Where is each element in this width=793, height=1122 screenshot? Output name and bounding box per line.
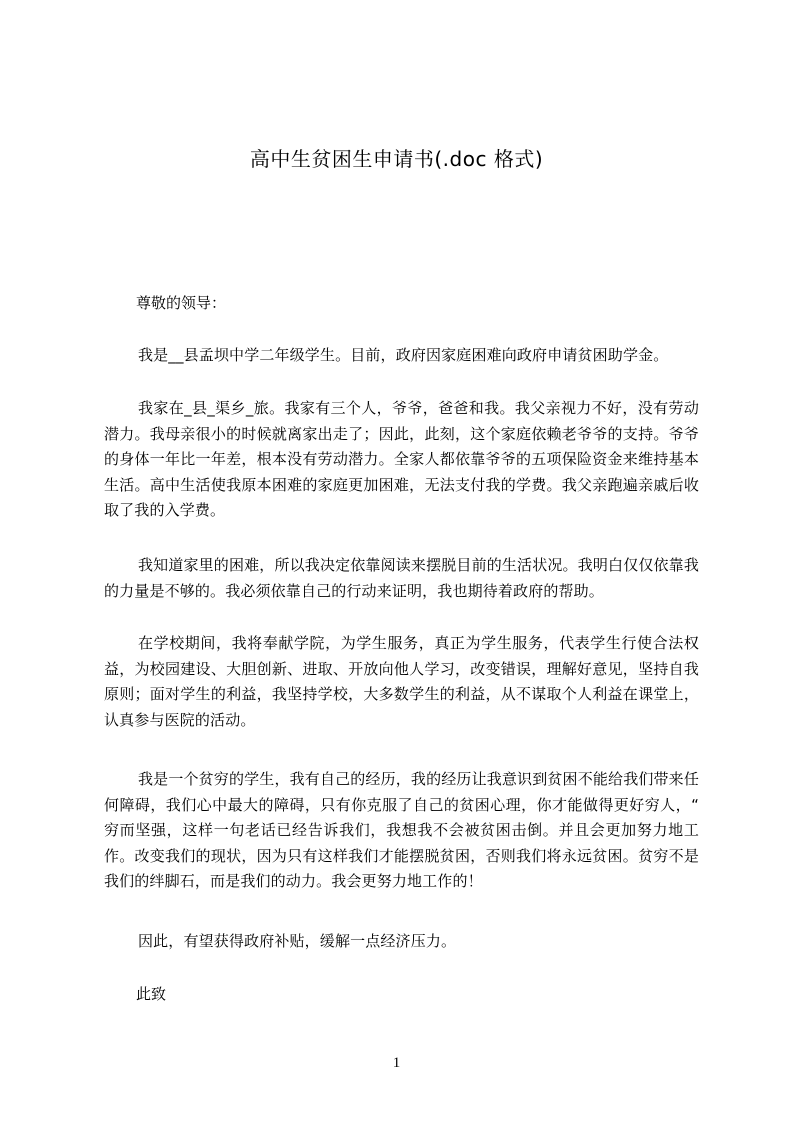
document-title: 高中生贫困生申请书(.doc 格式): [249, 147, 544, 171]
paragraph-6: 因此，有望获得政府补贴，缓解一点经济压力。: [138, 932, 457, 950]
paragraph-5: 我是一个贫穷的学生，我有自己的经历，我的经历让我意识到贫困不能给我们带来任何障碍，我们心中最大的障碍，只有你克服了自己的贫困心理，你才能做得更好穷人，“ 穷而坚强，这样一句老话已经告诉我们，我想我不会被贫困击倒。并且会更加努力地工作。改变我们的现状，因为只有这样我们才能摆脱贫困，否则我们将永远贫困。贫穷不是我们的绊脚石，而是我们的动力。我会更努力地工作的！: [104, 770, 699, 890]
page-number: 1: [392, 1055, 401, 1071]
paragraph-4: 在学校期间，我将奉献学院，为学生服务，真正为学生服务，代表学生行使合法权益，为校园建设、大胆创新、进取、开放向他人学习，改变错误，理解好意见，坚持自我原则；面对学生的利益，我坚持学校，大多数学生的利益，从不谋取个人利益在课堂上，认真参与医院的活动。: [104, 634, 699, 729]
salutation: 尊敬的领导：: [136, 294, 227, 312]
paragraph-1: 我是__县孟坝中学二年级学生。目前，政府因家庭困难向政府申请贫困助学金。: [138, 346, 669, 364]
closing: 此致: [136, 985, 167, 1003]
paragraph-3: 我知道家里的困难，所以我决定依靠阅读来摆脱目前的生活状况。我明白仅仅依靠我的力量是不够的。我必须依靠自己的行动来证明，我也期待着政府的帮助。: [104, 556, 699, 600]
paragraph-2: 我家在_县_渠乡_旅。我家有三个人，爷爷，爸爸和我。我父亲视力不好，没有劳动潜力。我母亲很小的时候就离家出走了；因此，此刻，这个家庭依赖老爷爷的支持。爷爷的身体一年比一年差，根本没有劳动潜力。全家人都依靠爷爷的五项保险资金来维持基本生活。高中生活使我原本困难的家庭更加困难，无法支付我的学费。我父亲跑遍亲戚后收取了我的入学费。: [104, 399, 699, 519]
